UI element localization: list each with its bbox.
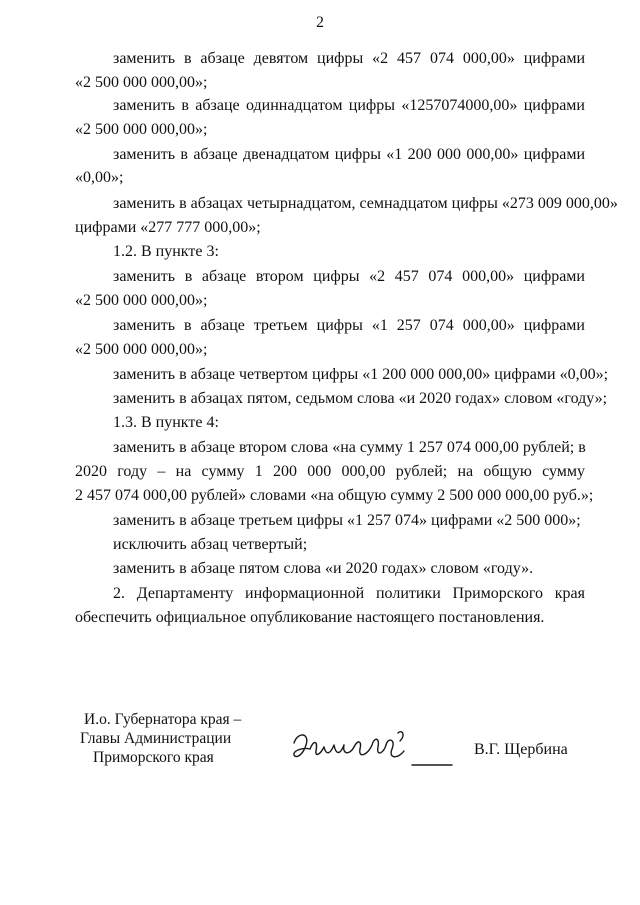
text-line: 2020 году – на сумму 1 200 000 000,00 рублей; на общую сумму [75,463,585,480]
text-line: заменить в абзаце пятом слова «и 2020 годах» словом «году». [113,560,534,577]
text-line: заменить в абзаце одиннадцатом цифры «1257074000,00» цифрами [113,97,585,114]
section-heading: 1.2. В пункте 3: [113,243,219,260]
text-line: «2 500 000 000,00»; [75,341,208,358]
signatory-position-line: Приморского края [93,749,214,766]
text-line: заменить в абзаце двенадцатом цифры «1 200 000 000,00» цифрами [113,146,585,163]
text-line: обеспечить официальное опубликование настоящего постановления. [75,609,545,626]
signatory-name: В.Г. Щербина [474,741,568,758]
section-heading: 1.3. В пункте 4: [113,414,219,431]
text-line: «2 500 000 000,00»; [75,74,208,91]
handwritten-signature [288,725,458,775]
text-line: «2 500 000 000,00»; [75,292,208,309]
text-line: заменить в абзаце третьем цифры «1 257 074» цифрами «2 500 000»; [113,512,581,529]
signatory-position-line: И.о. Губернатора края – [84,711,242,728]
signatory-position-line: Главы Администрации [80,730,232,747]
text-line: 2 457 074 000,00 рублей» словами «на общую сумму 2 500 000 000,00 руб.»; [75,487,594,504]
text-line: заменить в абзацах четырнадцатом, семнадцатом цифры «273 009 000,00» [113,195,618,212]
text-line: цифрами «277 777 000,00»; [75,219,261,236]
text-line: заменить в абзаце девятом цифры «2 457 074 000,00» цифрами [113,50,585,67]
text-line: «2 500 000 000,00»; [75,121,208,138]
text-line: заменить в абзаце втором цифры «2 457 074 000,00» цифрами [113,268,585,285]
text-line: «0,00»; [75,169,124,186]
text-line: исключить абзац четвертый; [113,536,308,553]
text-line: 2. Департаменту информационной политики Приморского края [113,585,585,602]
text-line: заменить в абзаце четвертом цифры «1 200 000 000,00» цифрами «0,00»; [113,366,609,383]
text-line: заменить в абзаце третьем цифры «1 257 074 000,00» цифрами [113,317,585,334]
text-line: заменить в абзаце втором слова «на сумму 1 257 074 000,00 рублей; в [113,439,586,456]
page-number: 2 [316,14,324,31]
text-line: заменить в абзацах пятом, седьмом слова «и 2020 годах» словом «году»; [113,390,608,407]
